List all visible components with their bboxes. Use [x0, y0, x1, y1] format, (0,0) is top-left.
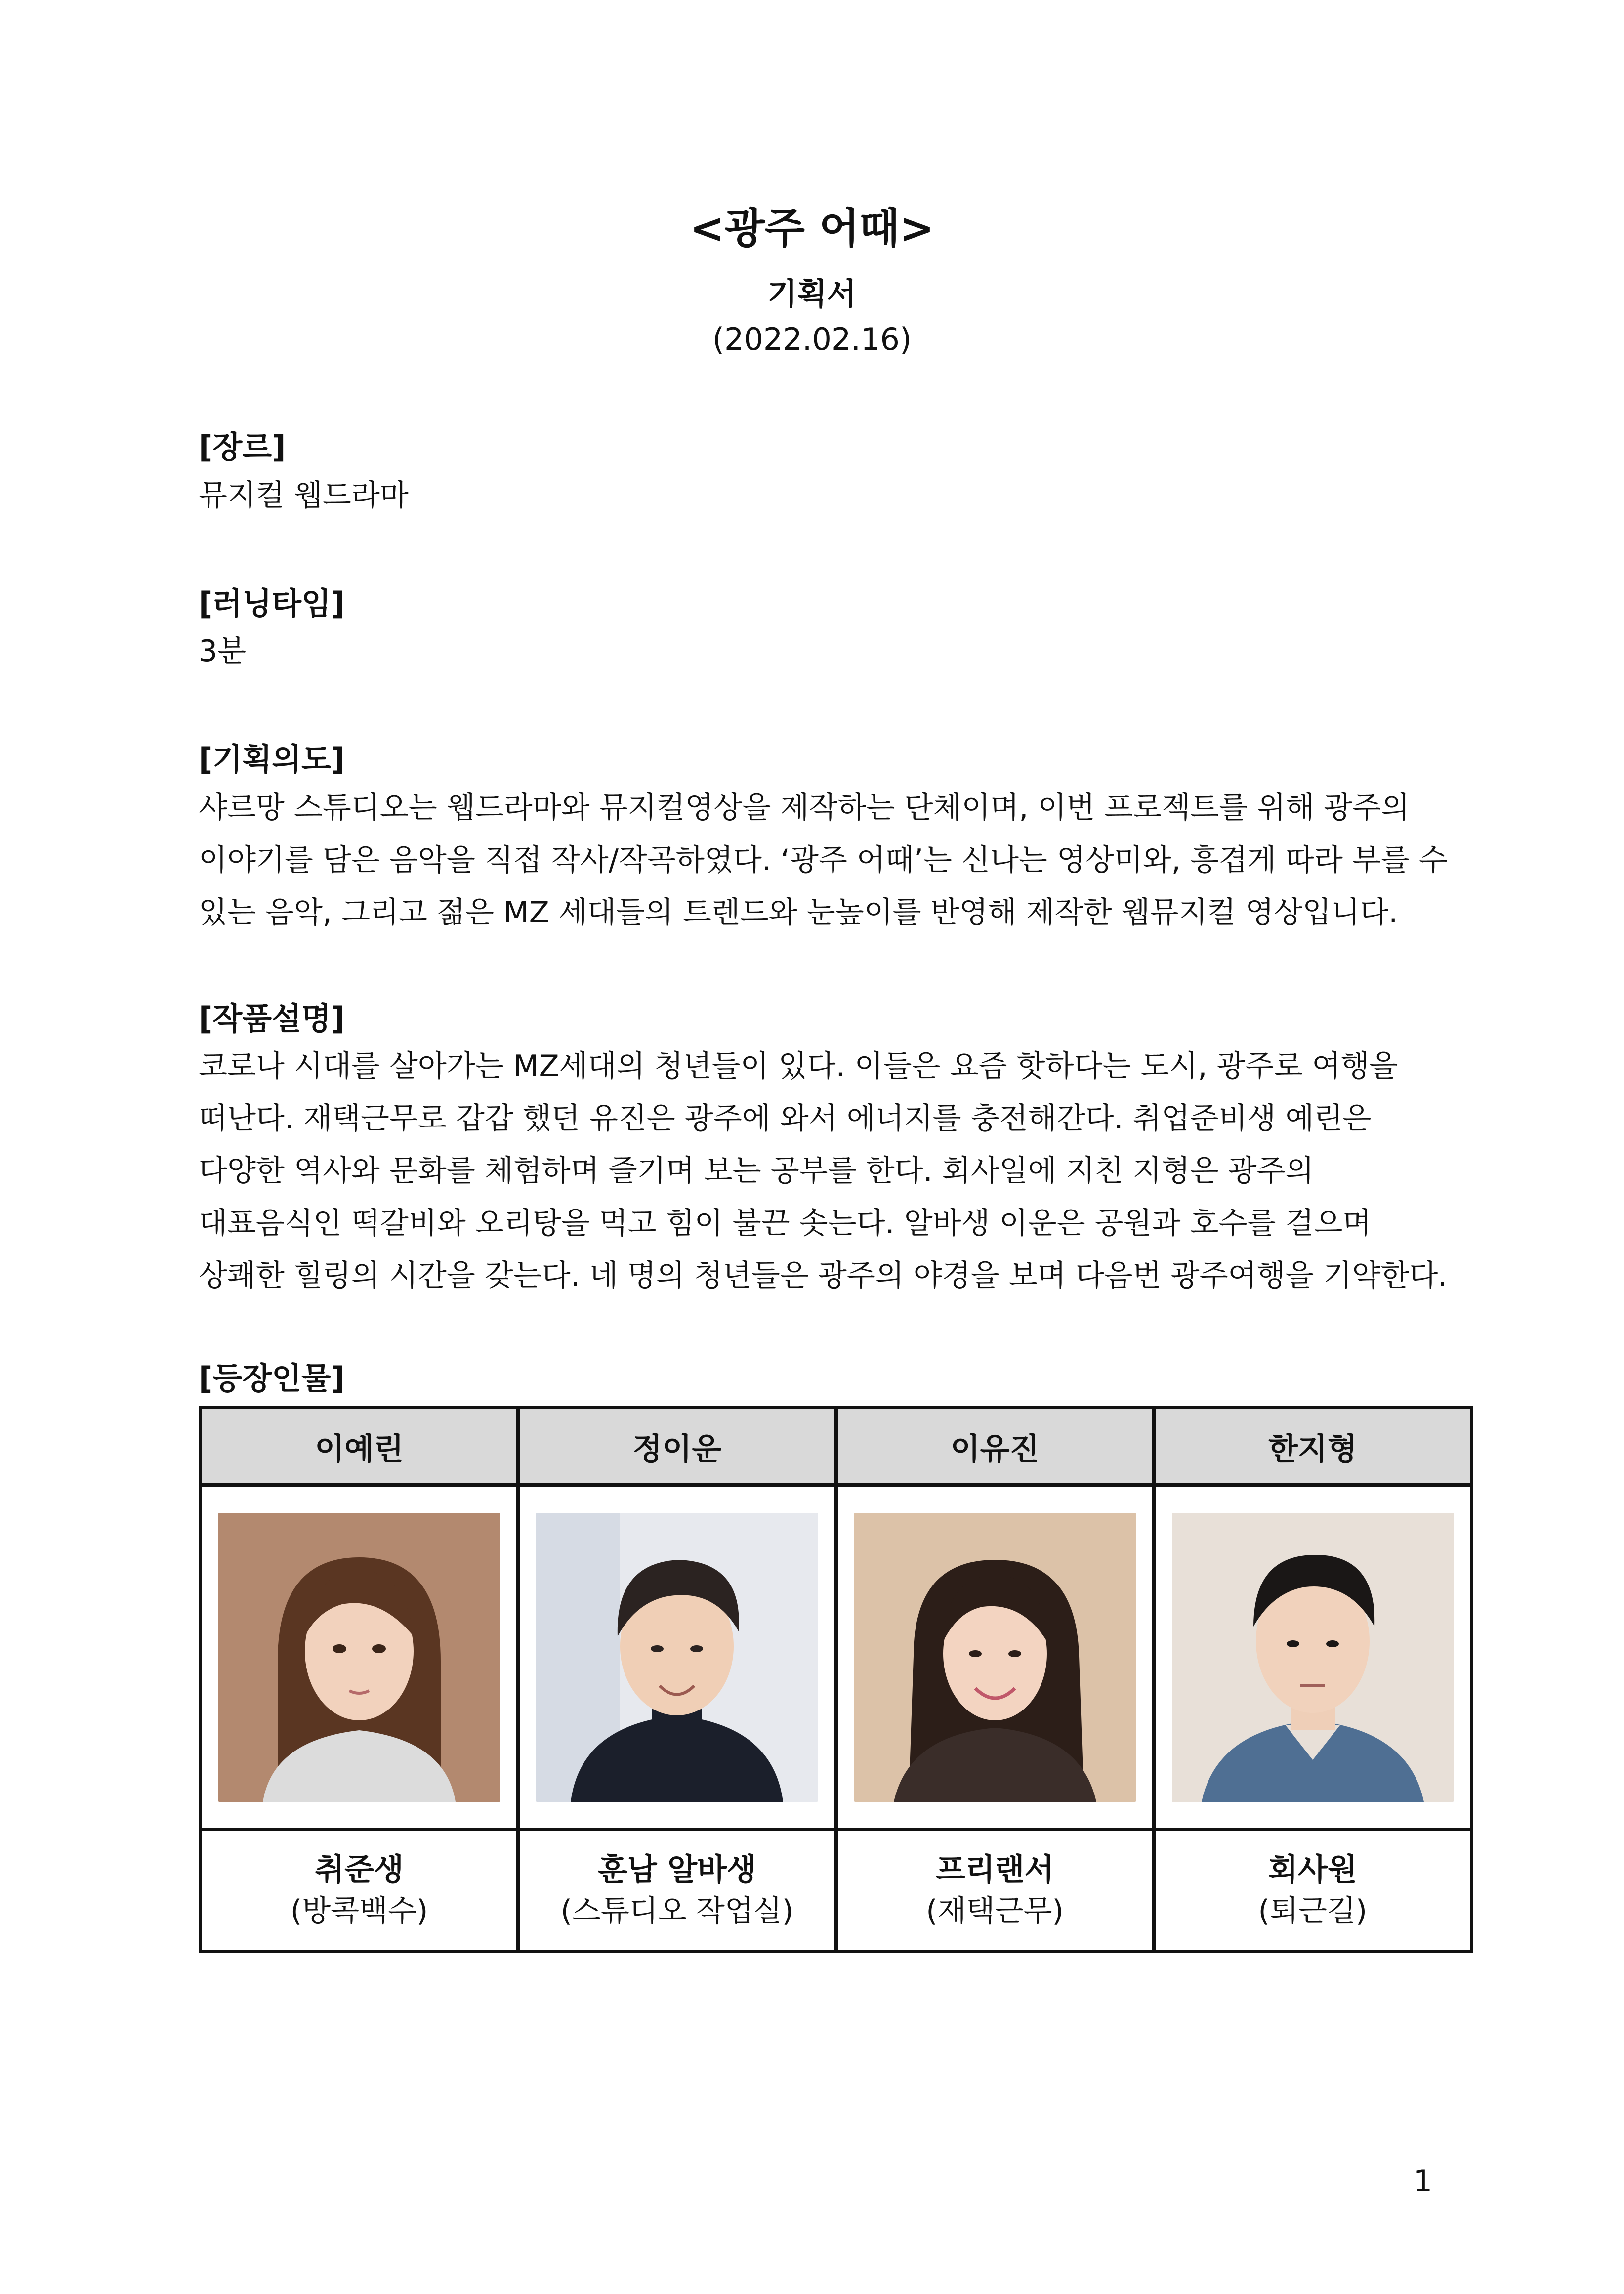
page-number: 1: [1413, 2164, 1433, 2199]
document-subtitle: 기획서: [767, 276, 857, 312]
cast-role: 훈남 알바생: [597, 1851, 756, 1887]
cast-photo-cell: [518, 1485, 836, 1830]
cast-role-detail: (재택근무): [926, 1894, 1064, 1928]
document-title: <광주 어때>: [690, 204, 934, 252]
cast-role: 회사원: [1268, 1851, 1357, 1887]
intent-line: 이야기를 담은 음악을 직접 작사/작곡하였다. ‘광주 어때’는 신나는 영상미와, 흥겹게 따라 부를 수: [199, 843, 1448, 877]
cast-role: 프리랜서: [935, 1851, 1054, 1887]
cast-role-cell: [201, 1830, 518, 1952]
intent-text: [199, 782, 1448, 939]
runtime-heading: [러닝타임]: [199, 585, 345, 622]
cast-name: 이유진: [836, 1408, 1154, 1485]
genre-text: [199, 469, 409, 522]
cast-name: 정이운: [518, 1408, 836, 1485]
cast-photo-jihyeong: [1172, 1513, 1454, 1802]
genre-line: 뮤지컬 웹드라마: [199, 478, 409, 513]
cast-photo-yujin: [854, 1513, 1136, 1802]
cast-role-cell: [836, 1830, 1154, 1952]
cast-table: [199, 1406, 1473, 1953]
cast-role-cell: [518, 1830, 836, 1952]
cast-name-row: [201, 1408, 1472, 1485]
cast-photo-row: [201, 1485, 1472, 1830]
cast-name: 이예린: [201, 1408, 518, 1485]
cast-role-row: [201, 1830, 1472, 1952]
cast-role-cell: [1154, 1830, 1471, 1952]
description-line: 코로나 시대를 살아가는 MZ세대의 청년들이 있다. 이들은 요즘 핫하다는 도시, 광주로 여행을: [199, 1049, 1398, 1084]
cast-role-detail: (스튜디오 작업실): [560, 1894, 794, 1928]
description-heading: [작품설명]: [199, 1001, 345, 1037]
runtime-line: 3분: [199, 634, 247, 668]
runtime-text: [199, 625, 246, 677]
cast-photo-cell: [836, 1485, 1154, 1830]
description-text: [199, 1040, 1447, 1302]
cast-photo-cell: [1154, 1485, 1471, 1830]
cast-photo-yerin: [218, 1513, 500, 1802]
cast-photo-cell: [201, 1485, 518, 1830]
document-date: (2022.02.16): [712, 321, 912, 357]
genre-heading: [장르]: [199, 429, 286, 465]
cast-role-detail: (퇴근길): [1258, 1894, 1368, 1928]
cast-photo-iun: [536, 1513, 818, 1802]
description-line: 떠난다. 재택근무로 갑갑 했던 유진은 광주에 와서 에너지를 충전해간다. 취업준비생 예린은: [199, 1101, 1372, 1136]
cast-heading: [등장인물]: [199, 1360, 345, 1396]
cast-name: 한지형: [1154, 1408, 1471, 1485]
description-line: 대표음식인 떡갈비와 오리탕을 먹고 힘이 불끈 솟는다. 알바생 이운은 공원과 호수를 걸으며: [199, 1206, 1372, 1241]
intent-line: 샤르망 스튜디오는 웹드라마와 뮤지컬영상을 제작하는 단체이며, 이번 프로젝트를 위해 광주의: [199, 791, 1410, 825]
description-line: 다양한 역사와 문화를 체험하며 즐기며 보는 공부를 한다. 회사일에 지친 지형은 광주의: [199, 1154, 1314, 1188]
cast-role: 취준생: [315, 1851, 404, 1887]
description-line: 상쾌한 힐링의 시간을 갖는다. 네 명의 청년들은 광주의 야경을 보며 다음번 광주여행을 기약한다.: [199, 1258, 1448, 1293]
intent-heading: [기획의도]: [199, 741, 345, 777]
cast-role-detail: (방콕백수): [290, 1894, 428, 1928]
intent-line: 있는 음악, 그리고 젊은 MZ 세대들의 트렌드와 눈높이를 반영해 제작한 웹뮤지컬 영상입니다.: [199, 895, 1398, 930]
